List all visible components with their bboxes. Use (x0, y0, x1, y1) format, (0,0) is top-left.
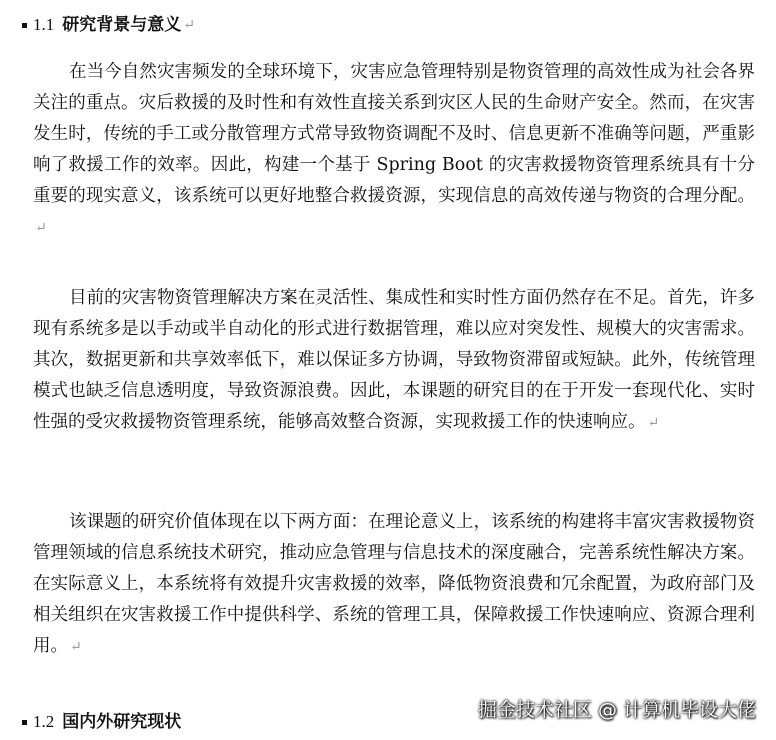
section-heading-1-2 (22, 711, 181, 733)
section-number: 1.1 (33, 15, 55, 34)
body-paragraph-3 (33, 507, 755, 663)
section-heading-1-1 (22, 14, 195, 36)
section-title: 国内外研究现状 (62, 712, 182, 732)
paragraph-text: 该课题的研究价值体现在以下两方面：在理论意义上，该系统的构建将丰富灾害救援物资管理领域的信息系统技术研究，推动应急管理与信息技术的深度融合，完善系统性解决方案。在实际意义上，本系统将有效提升灾害救援的效率，降低物资浪费和冗余配置，为政府部门及相关组织在灾害救援工作中提供科学、系统的管理工具，保障救援工作快速响应、资源合理利用。 (33, 512, 755, 656)
paragraph-text: 目前的灾害物资管理解决方案在灵活性、集成性和实时性方面仍然存在不足。首先，许多现有系统多是以手动或半自动化的形式进行数据管理，难以应对突发性、规模大的灾害需求。其次，数据更新和共享效率低下，难以保证多方协调，导致物资滞留或短缺。此外，传统管理模式也缺乏信息透明度，导致资源浪费。因此，本课题的研究目的在于开发一套现代化、实时性强的受灾救援物资管理系统，能够高效整合资源，实现救援工作的快速响应。 (33, 288, 755, 432)
body-paragraph-2 (33, 283, 755, 439)
paragraph-mark: ↵ (183, 17, 195, 33)
paragraph-mark: ↵ (35, 220, 47, 236)
paragraph-text: 在当今自然灾害频发的全球环境下，灾害应急管理特别是物资管理的高效性成为社会各界关注的重点。灾后救援的及时性和有效性直接关系到灾区人民的生命财产安全。然而，在灾害发生时，传统的手工或分散管理方式常导致物资调配不及时、信息更新不准确等问题，严重影响了救援工作的效率。因此，构建一个基于 Spring Boot 的灾害救援物资管理系统具有十分重要的现实意义，该系统可以更好地整合救援资源，实现信息的高效传递与物资的合理分配。 (33, 62, 755, 206)
body-paragraph-1 (33, 57, 755, 244)
heading-bullet (22, 720, 27, 725)
paragraph-mark: ↵ (70, 639, 82, 655)
paragraph-mark: ↵ (647, 415, 660, 431)
section-title: 研究背景与意义 (62, 15, 182, 35)
section-number: 1.2 (33, 712, 55, 731)
watermark: 掘金技术社区 @ 计算机毕设大佬 (477, 699, 756, 721)
heading-bullet (22, 23, 27, 28)
